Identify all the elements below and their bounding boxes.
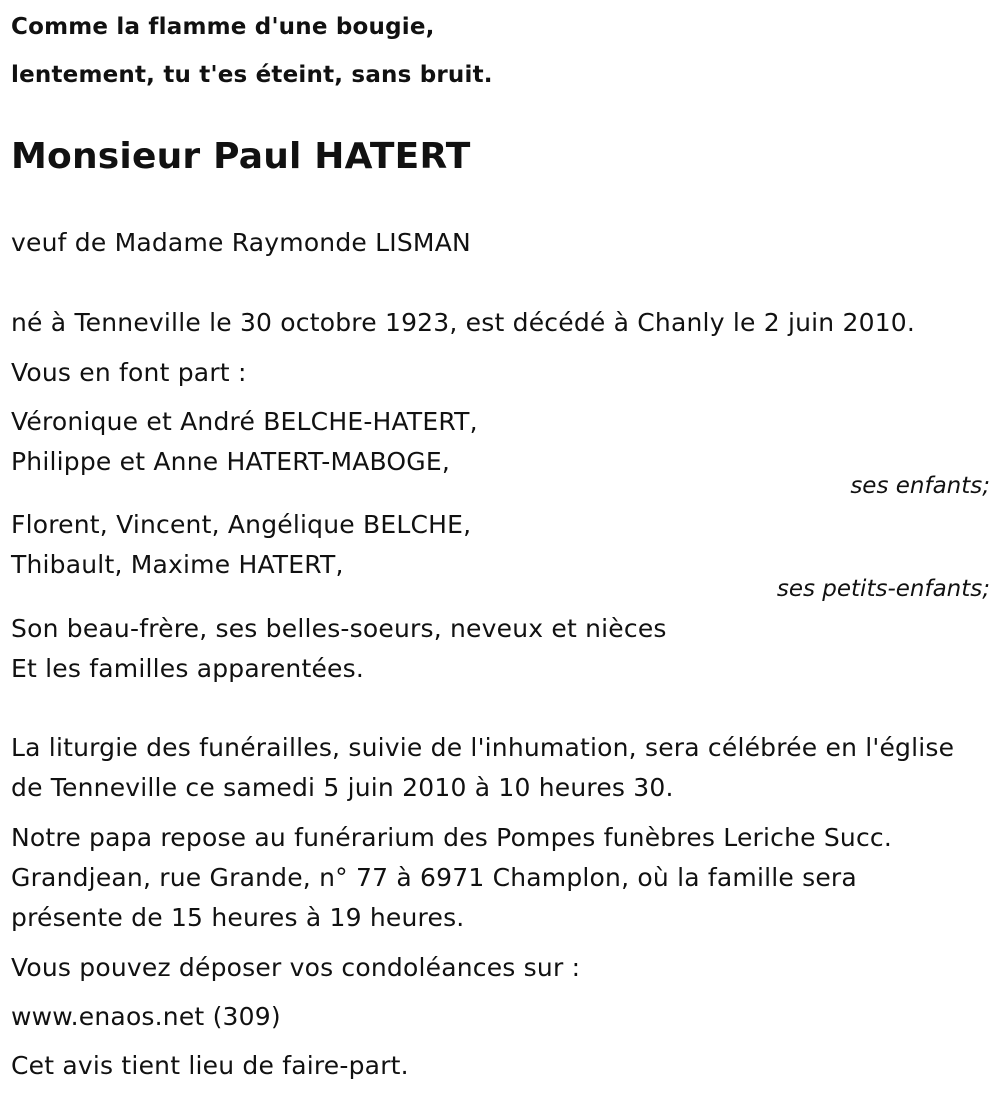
condolences-website: www.enaos.net (309) <box>11 1002 281 1031</box>
announcement-intro: Vous en font part : <box>11 358 247 387</box>
children-line-2: Philippe et Anne HATERT-MABOGE, <box>11 447 451 476</box>
liturgy-line-2: de Tenneville ce samedi 5 juin 2010 à 10 heures 30. <box>11 773 674 802</box>
condolences-intro: Vous pouvez déposer vos condoléances sur : <box>11 953 581 982</box>
epigraph-line-1: Comme la flamme d'une bougie, <box>11 14 435 40</box>
others-line-2: Et les familles apparentées. <box>11 654 364 683</box>
liturgy-line-1: La liturgie des funérailles, suivie de l'inhumation, sera célébrée en l'église <box>11 733 955 762</box>
grandchildren-label: ses petits-enfants; <box>776 576 990 602</box>
others-line-1: Son beau-frère, ses belles-soeurs, neveux et nièces <box>11 614 667 643</box>
children-label: ses enfants; <box>850 473 990 499</box>
epigraph-line-2: lentement, tu t'es éteint, sans bruit. <box>11 62 493 88</box>
deceased-name: Monsieur Paul HATERT <box>11 136 471 177</box>
grandchildren-line-1: Florent, Vincent, Angélique BELCHE, <box>11 510 472 539</box>
grandchildren-line-2: Thibault, Maxime HATERT, <box>11 550 344 579</box>
spouse-line: veuf de Madame Raymonde LISMAN <box>11 228 471 257</box>
birth-death-line: né à Tenneville le 30 octobre 1923, est décédé à Chanly le 2 juin 2010. <box>11 308 916 337</box>
repose-line-2: Grandjean, rue Grande, n° 77 à 6971 Champlon, où la famille sera <box>11 863 857 892</box>
repose-line-3: présente de 15 heures à 19 heures. <box>11 903 465 932</box>
repose-line-1: Notre papa repose au funérarium des Pompes funèbres Leriche Succ. <box>11 823 893 852</box>
children-line-1: Véronique et André BELCHE-HATERT, <box>11 407 478 436</box>
closing-line: Cet avis tient lieu de faire-part. <box>11 1051 409 1080</box>
